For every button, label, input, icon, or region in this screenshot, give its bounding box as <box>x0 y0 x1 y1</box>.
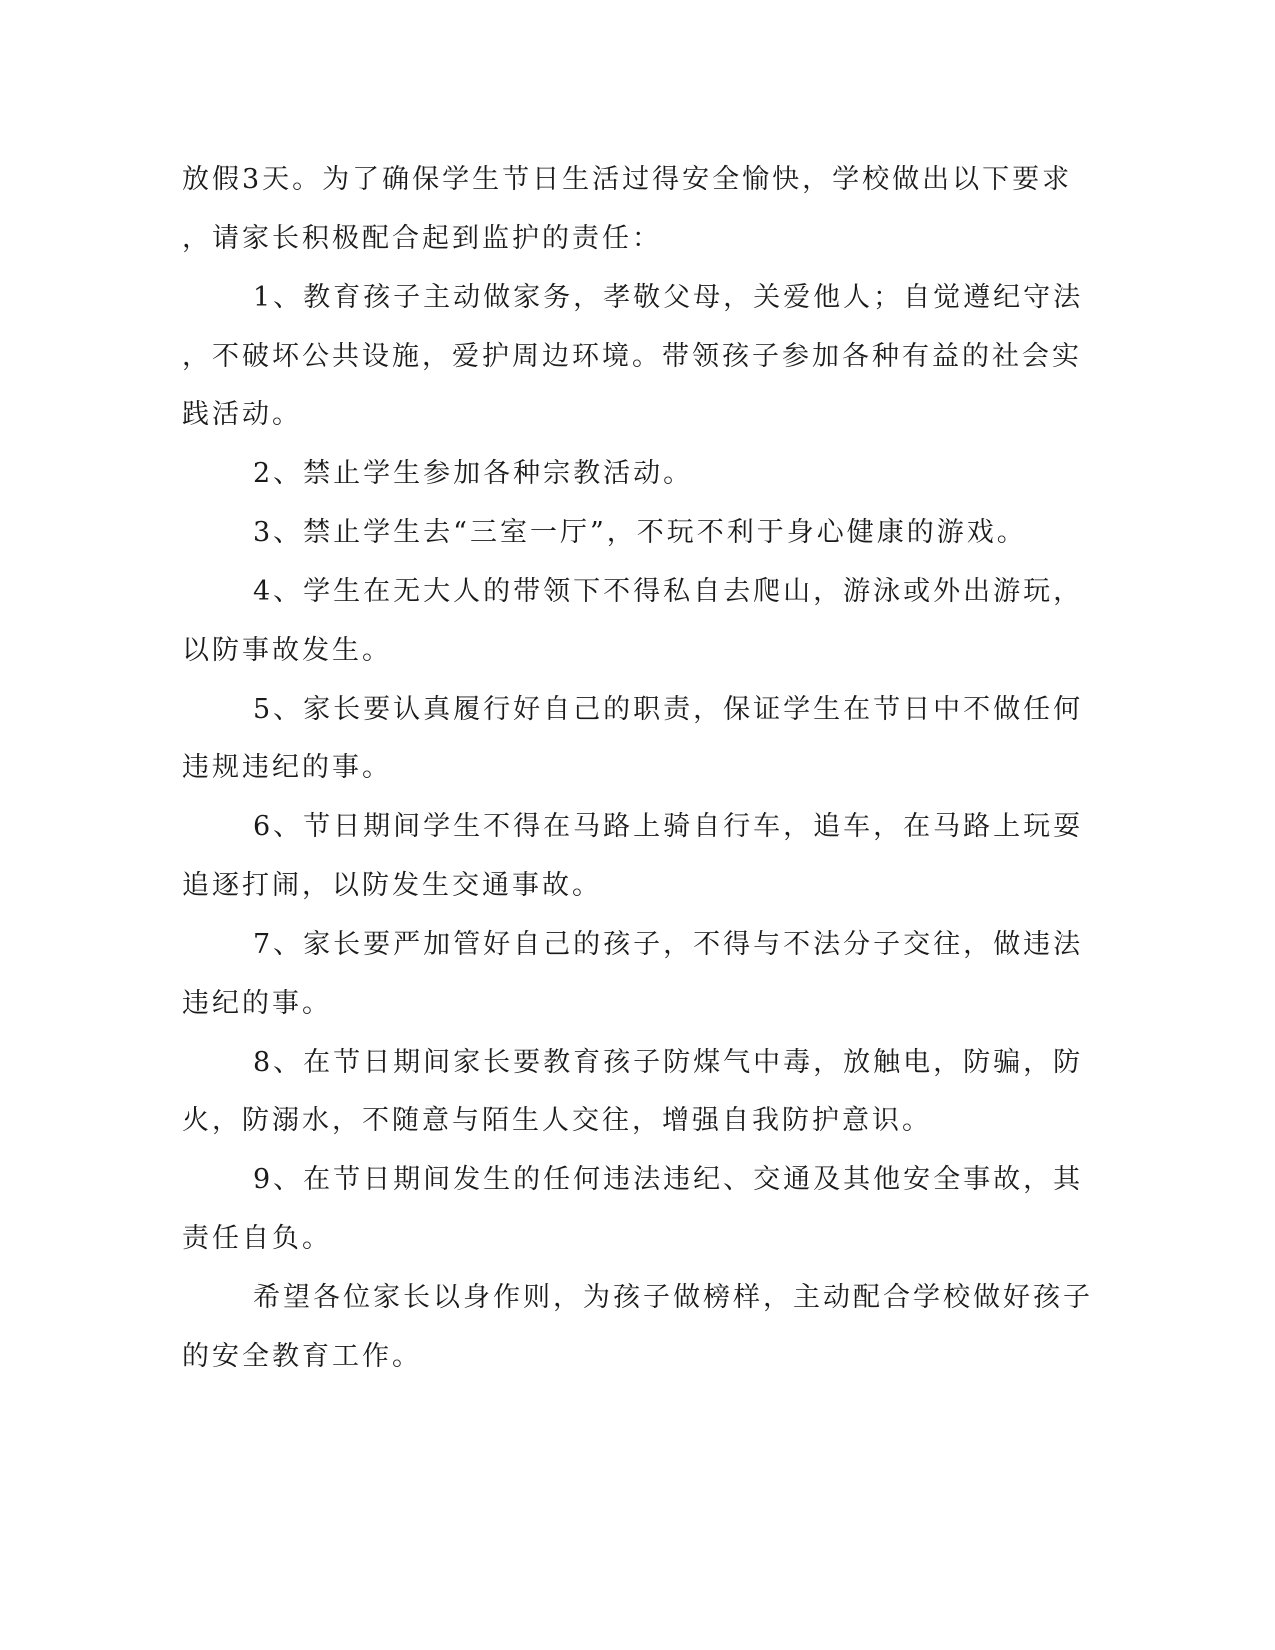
text-line: 放假3天。为了确保学生节日生活过得安全愉快，学校做出以下要求 <box>182 164 1073 195</box>
text-line: 违纪的事。 <box>182 988 332 1019</box>
list-item-3: 3、禁止学生去“三室一厅”，不玩不利于身心健康的游戏。 <box>253 517 1027 548</box>
text-line: 践活动。 <box>182 399 302 430</box>
text-line: 违规违纪的事。 <box>182 752 392 783</box>
list-item-2: 2、禁止学生参加各种宗教活动。 <box>253 458 694 489</box>
list-item-4: 4、学生在无大人的带领下不得私自去爬山，游泳或外出游玩， <box>253 576 1084 607</box>
list-item-8: 8、在节日期间家长要教育孩子防煤气中毒，放触电，防骗，防 <box>253 1047 1084 1078</box>
text-line: 责任自负。 <box>182 1223 332 1254</box>
text-line: 以防事故发生。 <box>182 635 392 666</box>
text-line: 追逐打闹，以防发生交通事故。 <box>182 870 602 901</box>
list-item-5: 5、家长要认真履行好自己的职责，保证学生在节日中不做任何 <box>253 694 1084 725</box>
list-item-9: 9、在节日期间发生的任何违法违纪、交通及其他安全事故，其 <box>253 1164 1084 1195</box>
list-item-6: 6、节日期间学生不得在马路上骑自行车，追车，在马路上玩耍 <box>253 811 1084 842</box>
text-line: ，不破坏公共设施，爱护周边环境。带领孩子参加各种有益的社会实 <box>182 341 1082 372</box>
closing-paragraph: 希望各位家长以身作则，为孩子做榜样，主动配合学校做好孩子 <box>253 1282 1093 1313</box>
text-line: ，请家长积极配合起到监护的责任： <box>182 223 662 254</box>
list-item-7: 7、家长要严加管好自己的孩子，不得与不法分子交往，做违法 <box>253 929 1084 960</box>
list-item-1: 1、教育孩子主动做家务，孝敬父母，关爱他人；自觉遵纪守法 <box>253 282 1084 313</box>
text-line: 火，防溺水，不随意与陌生人交往，增强自我防护意识。 <box>182 1105 932 1136</box>
text-line: 的安全教育工作。 <box>182 1341 422 1372</box>
